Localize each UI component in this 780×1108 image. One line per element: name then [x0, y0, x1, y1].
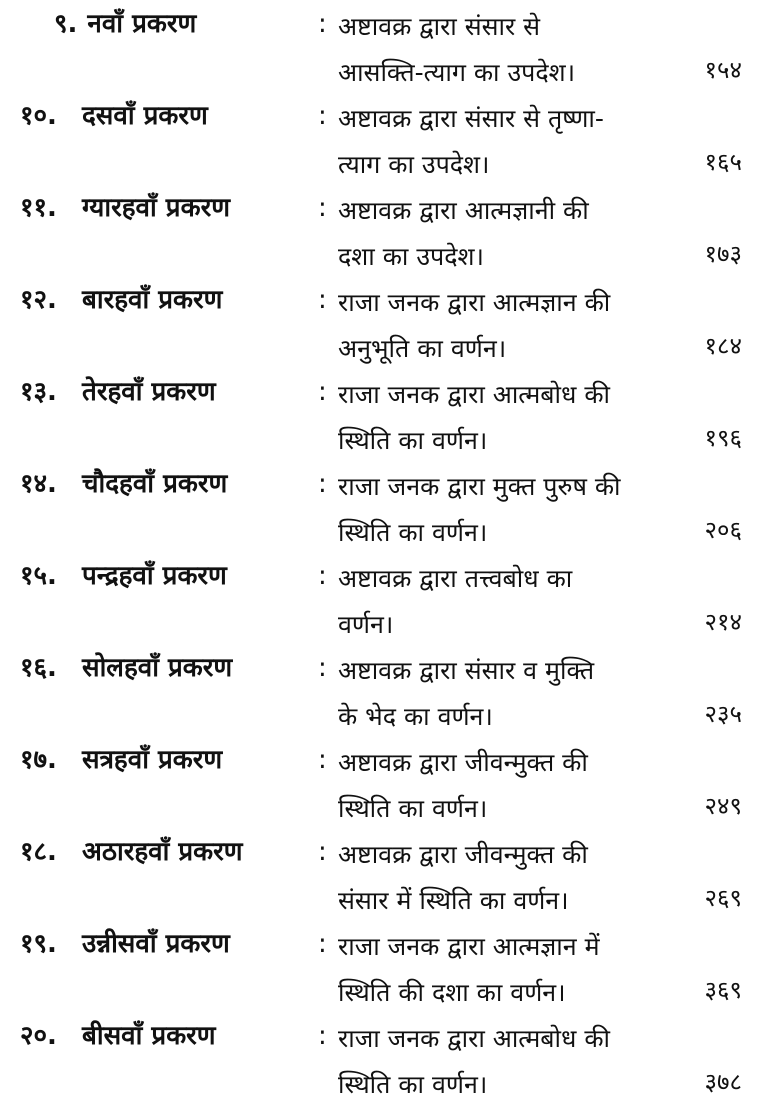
chapter-heading — [20, 832, 310, 872]
description-line-1: राजा जनक द्वारा आत्मज्ञान की — [338, 288, 611, 317]
toc-entry — [0, 832, 780, 924]
chapter-description — [338, 280, 678, 372]
description-line-2: स्थिति का वर्णन। — [338, 426, 488, 455]
description-line-2: त्याग का उपदेश। — [338, 150, 490, 179]
page-number: १९६ — [704, 424, 742, 452]
chapter-description — [338, 4, 678, 96]
chapter-description — [338, 464, 678, 556]
description-line-1: अष्टावक्र द्वारा तत्त्वबोध का — [338, 564, 573, 593]
chapter-number: १७. — [20, 745, 57, 775]
description-line-1: अष्टावक्र द्वारा जीवन्मुक्त की — [338, 748, 588, 777]
chapter-heading — [20, 280, 310, 320]
chapter-title: सोलहवाँ प्रकरण — [82, 653, 233, 683]
description-line-2: आसक्ति-त्याग का उपदेश। — [338, 58, 576, 87]
separator: : — [318, 377, 327, 407]
chapter-number: १२. — [20, 285, 57, 315]
page-number: १७३ — [704, 240, 742, 268]
toc-entry — [0, 188, 780, 280]
page-number: २४९ — [704, 792, 742, 820]
toc-entry — [0, 372, 780, 464]
description-line-2: स्थिति का वर्णन। — [338, 1070, 488, 1099]
chapter-heading — [20, 372, 310, 412]
separator: : — [318, 837, 327, 867]
description-line-1: अष्टावक्र द्वारा संसार से तृष्णा- — [338, 104, 604, 133]
separator: : — [318, 469, 327, 499]
chapter-title: बारहवाँ प्रकरण — [82, 285, 223, 315]
chapter-heading — [20, 924, 310, 964]
page-number: १८४ — [704, 332, 742, 360]
separator: : — [318, 1021, 327, 1051]
page-number: १५४ — [704, 56, 742, 84]
chapter-number: ९. — [54, 9, 78, 39]
chapter-heading — [20, 1016, 310, 1056]
description-line-1: राजा जनक द्वारा मुक्त पुरुष की — [338, 472, 621, 501]
chapter-title: ग्यारहवाँ प्रकरण — [82, 193, 230, 223]
toc-entry — [0, 556, 780, 648]
toc-entry — [0, 924, 780, 1016]
chapter-number: १५. — [20, 561, 57, 591]
page-number: २०६ — [704, 516, 742, 544]
description-line-1: अष्टावक्र द्वारा संसार व मुक्ति — [338, 656, 595, 685]
chapter-heading — [20, 556, 310, 596]
page-number: २१४ — [704, 608, 742, 636]
chapter-number: १९. — [20, 929, 57, 959]
chapter-title: पन्द्रहवाँ प्रकरण — [82, 561, 227, 591]
description-line-1: अष्टावक्र द्वारा जीवन्मुक्त की — [338, 840, 588, 869]
separator: : — [318, 101, 327, 131]
page-number: २३५ — [704, 700, 742, 728]
chapter-title: नवाँ प्रकरण — [87, 9, 197, 39]
description-line-1: अष्टावक्र द्वारा आत्मज्ञानी की — [338, 196, 589, 225]
chapter-description — [338, 556, 678, 648]
description-line-2: वर्णन। — [338, 610, 394, 639]
description-line-2: स्थिति की दशा का वर्णन। — [338, 978, 566, 1007]
page-number: ३६९ — [704, 976, 742, 1004]
description-line-2: संसार में स्थिति का वर्णन। — [338, 886, 569, 915]
chapter-heading — [20, 96, 310, 136]
description-line-2: के भेद का वर्णन। — [338, 702, 493, 731]
description-line-1: राजा जनक द्वारा आत्मबोध की — [338, 1024, 611, 1053]
description-line-1: राजा जनक द्वारा आत्मज्ञान में — [338, 932, 600, 961]
chapter-title: दसवाँ प्रकरण — [82, 101, 208, 131]
chapter-heading — [20, 740, 310, 780]
description-line-2: दशा का उपदेश। — [338, 242, 484, 271]
chapter-description — [338, 96, 678, 188]
chapter-title: उन्नीसवाँ प्रकरण — [82, 929, 230, 959]
page-number: १६५ — [704, 148, 742, 176]
chapter-number: १०. — [20, 101, 57, 131]
chapter-heading — [20, 188, 310, 228]
description-line-2: स्थिति का वर्णन। — [338, 794, 488, 823]
page-number: २६९ — [704, 884, 742, 912]
chapter-title: अठारहवाँ प्रकरण — [82, 837, 243, 867]
toc-entry — [0, 96, 780, 188]
page-number: ३७८ — [704, 1068, 742, 1096]
separator: : — [318, 653, 327, 683]
chapter-heading — [20, 464, 310, 504]
chapter-description — [338, 740, 678, 832]
chapter-title: चौदहवाँ प्रकरण — [82, 469, 228, 499]
chapter-title: सत्रहवाँ प्रकरण — [82, 745, 223, 775]
chapter-description — [338, 372, 678, 464]
chapter-number: ११. — [20, 193, 57, 223]
toc-entry — [0, 740, 780, 832]
separator: : — [318, 929, 327, 959]
description-line-1: अष्टावक्र द्वारा संसार से — [338, 12, 541, 41]
description-line-1: राजा जनक द्वारा आत्मबोध की — [338, 380, 611, 409]
separator: : — [318, 9, 327, 39]
chapter-heading — [20, 4, 310, 44]
chapter-number: १४. — [20, 469, 57, 499]
chapter-title: बीसवाँ प्रकरण — [82, 1021, 216, 1051]
chapter-heading — [20, 648, 310, 688]
toc-entry — [0, 4, 780, 96]
toc-entry — [0, 464, 780, 556]
description-line-2: अनुभूति का वर्णन। — [338, 334, 507, 363]
toc-entry — [0, 280, 780, 372]
chapter-number: १३. — [20, 377, 57, 407]
chapter-number: २०. — [20, 1021, 57, 1051]
toc-entry — [0, 1016, 780, 1108]
chapter-description — [338, 924, 678, 1016]
chapter-number: १८. — [20, 837, 57, 867]
description-line-2: स्थिति का वर्णन। — [338, 518, 488, 547]
separator: : — [318, 561, 327, 591]
chapter-description — [338, 1016, 678, 1108]
chapter-description — [338, 188, 678, 280]
separator: : — [318, 193, 327, 223]
toc-entry — [0, 648, 780, 740]
chapter-title: तेरहवाँ प्रकरण — [82, 377, 216, 407]
separator: : — [318, 745, 327, 775]
chapter-description — [338, 832, 678, 924]
separator: : — [318, 285, 327, 315]
chapter-description — [338, 648, 678, 740]
chapter-number: १६. — [20, 653, 57, 683]
